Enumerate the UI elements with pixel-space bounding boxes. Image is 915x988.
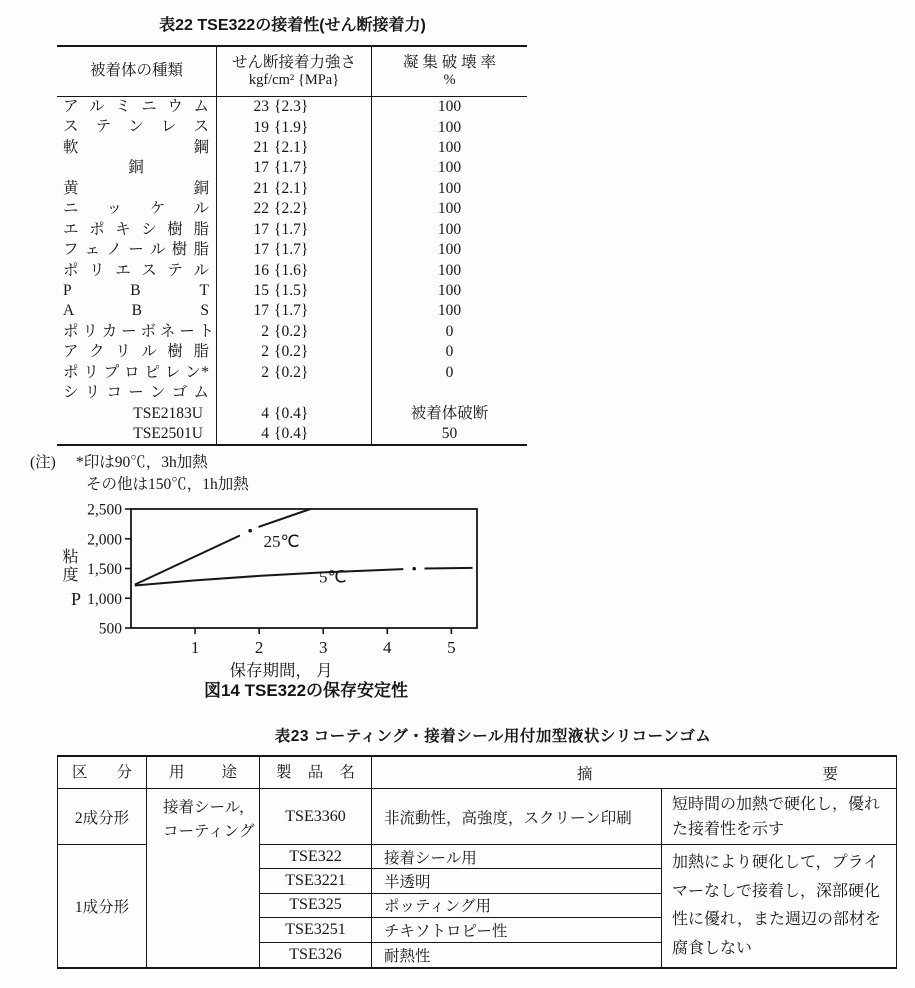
product-feature: チキソトロピー性 xyxy=(371,918,661,942)
cohesive-rate: 100 xyxy=(371,301,527,321)
x-tick-label: 5 xyxy=(447,638,456,657)
y-tick-label: 500 xyxy=(98,620,122,638)
cohesive-rate: 0 xyxy=(371,363,527,383)
y-tick-label: 2,000 xyxy=(87,531,122,549)
cohesive-rate: 50 xyxy=(371,424,527,444)
storage-stability-chart xyxy=(50,498,500,704)
shear-value: 4 {0.4} xyxy=(216,404,371,424)
cohesive-rate: 0 xyxy=(371,322,527,342)
shear-value: 17 {1.7} xyxy=(216,240,371,260)
adherend-name: TSE2183U xyxy=(133,404,203,422)
shear-value xyxy=(216,383,371,403)
x-tick-label: 4 xyxy=(383,638,392,657)
cohesive-rate: 100 xyxy=(371,97,527,117)
adherend-name: A B S xyxy=(63,302,209,320)
col-header-shear-strength: せん断接着力強さ kgf/cm² {MPa} xyxy=(216,47,371,97)
adherend-name: ポ リ エ ス テ ル xyxy=(63,261,209,279)
product-feature: ポッティング用 xyxy=(371,894,661,918)
col-header-category: 区 分 xyxy=(58,757,146,789)
col-header-product: 製 品 名 xyxy=(259,757,371,789)
cohesive-rate: 100 xyxy=(371,220,527,240)
adherend-name: ア ル ミ ニ ウ ム xyxy=(63,98,209,115)
series-label: 25℃ xyxy=(263,532,300,552)
cohesive-rate: 100 xyxy=(371,117,527,137)
product-feature: 非流動性，高強度，スクリーン印刷 xyxy=(371,789,661,845)
x-axis-label: 保存期間， 月 xyxy=(229,661,333,680)
table23-product-table xyxy=(57,755,897,969)
y-axis-unit: P xyxy=(71,589,82,609)
product-feature: 接着シール用 xyxy=(371,845,661,869)
series-dot xyxy=(412,567,416,571)
series-line xyxy=(135,536,240,585)
shear-value: 22 {2.2} xyxy=(216,199,371,219)
product-name: TSE326 xyxy=(259,943,371,967)
use-cell: 接着シール， コーティング xyxy=(146,789,259,967)
col-header-cohesive-failure: 凝 集 破 壊 率 % xyxy=(371,47,527,97)
series-dot xyxy=(248,529,252,533)
adherend-name: ニ ッ ケ ル xyxy=(63,200,209,218)
cohesive-rate: 100 xyxy=(371,138,527,158)
cohesive-rate: 100 xyxy=(371,199,527,219)
cohesive-rate: 被着体破断 xyxy=(371,404,527,424)
shear-value: 19 {1.9} xyxy=(216,117,371,137)
col-header-summary: 摘 要 xyxy=(371,757,896,789)
x-tick-label: 3 xyxy=(318,638,328,657)
category-two-component: 2成分形 xyxy=(58,789,146,845)
series-line xyxy=(135,569,404,585)
product-feature: 耐熱性 xyxy=(371,943,661,967)
shear-value: 2 {0.2} xyxy=(216,342,371,362)
series-label: 5℃ xyxy=(319,567,347,587)
shear-value: 17 {1.7} xyxy=(216,220,371,240)
adherend-name: P B T xyxy=(63,281,209,299)
adherend-name: エ ポ キ シ 樹 脂 xyxy=(63,220,209,238)
shear-value: 23 {2.3} xyxy=(216,97,371,117)
figure-caption: 図14 TSE322の保存安定性 xyxy=(203,681,409,700)
col-header-adherend: 被着体の種類 xyxy=(57,47,216,97)
summary-two-component: 短時間の加熱で硬化し，優れた接着性を示す xyxy=(661,789,896,845)
cohesive-rate xyxy=(371,383,527,403)
series-line xyxy=(425,568,473,569)
note-line2: その他は150℃，1h加熱 xyxy=(86,476,249,493)
shear-value: 4 {0.4} xyxy=(216,424,371,444)
adherend-name: 銅 xyxy=(128,159,144,177)
product-feature: 半透明 xyxy=(371,869,661,893)
adherend-name: TSE2501U xyxy=(133,425,203,442)
note-line1: *印は90℃，3h加熱 xyxy=(76,454,208,471)
cohesive-rate: 100 xyxy=(371,240,527,260)
shear-value: 17 {1.7} xyxy=(216,301,371,321)
shear-value: 15 {1.5} xyxy=(216,281,371,301)
adherend-name: シ リ コ ー ン ゴ ム xyxy=(63,384,209,402)
shear-value: 21 {2.1} xyxy=(216,138,371,158)
shear-value: 21 {2.1} xyxy=(216,179,371,199)
adherend-name: ア ク リ ル 樹 脂 xyxy=(63,343,209,361)
product-name: TSE325 xyxy=(259,894,371,918)
adherend-name: フ ェ ノ ー ル 樹 脂 xyxy=(63,241,209,259)
footnote xyxy=(30,452,249,496)
shear-value: 2 {0.2} xyxy=(216,363,371,383)
y-tick-label: 2,500 xyxy=(87,501,122,519)
x-tick-label: 1 xyxy=(190,638,200,657)
product-name: TSE3360 xyxy=(259,789,371,845)
y-tick-label: 1,500 xyxy=(87,561,122,578)
col-header-use: 用 途 xyxy=(146,757,259,789)
cohesive-rate: 100 xyxy=(371,179,527,199)
cohesive-rate: 100 xyxy=(371,281,527,301)
cohesive-rate: 0 xyxy=(371,342,527,362)
shear-value: 16 {1.6} xyxy=(216,261,371,281)
cohesive-rate: 100 xyxy=(371,261,527,281)
series-line xyxy=(259,509,311,527)
x-tick-label: 2 xyxy=(254,638,264,657)
summary-one-component: 加熱により硬化して，プライマーなしで接着し，深部硬化性に優れ，また週辺の部材を腐食しない xyxy=(661,845,896,967)
product-name: TSE3251 xyxy=(259,918,371,942)
note-label: (注) xyxy=(30,454,56,471)
y-tick-label: 1,000 xyxy=(87,590,122,608)
adherend-name: ス テ ン レ ス xyxy=(63,118,209,136)
adherend-name: ポ リ プ ロ ピ レ ン* xyxy=(63,363,209,381)
product-name: TSE322 xyxy=(259,845,371,869)
shear-value: 17 {1.7} xyxy=(216,158,371,178)
adherend-name: ポ リ カ ー ボ ネ ー ト xyxy=(63,322,215,340)
shear-value: 2 {0.2} xyxy=(216,322,371,342)
table22-title: 表22 TSE322の接着性(せん断接着力) xyxy=(159,17,426,34)
table22-adhesion-table xyxy=(57,45,527,446)
adherend-name: 軟 鋼 xyxy=(63,138,209,156)
y-axis-label: 粘度 xyxy=(60,548,77,584)
category-one-component: 1成分形 xyxy=(74,898,130,916)
product-name: TSE3221 xyxy=(259,869,371,893)
cohesive-rate: 100 xyxy=(371,158,527,178)
table23-title: 表23 コーティング・接着シール用付加型液状シリコーンゴム xyxy=(274,728,712,745)
adherend-name: 黄 銅 xyxy=(63,179,209,197)
